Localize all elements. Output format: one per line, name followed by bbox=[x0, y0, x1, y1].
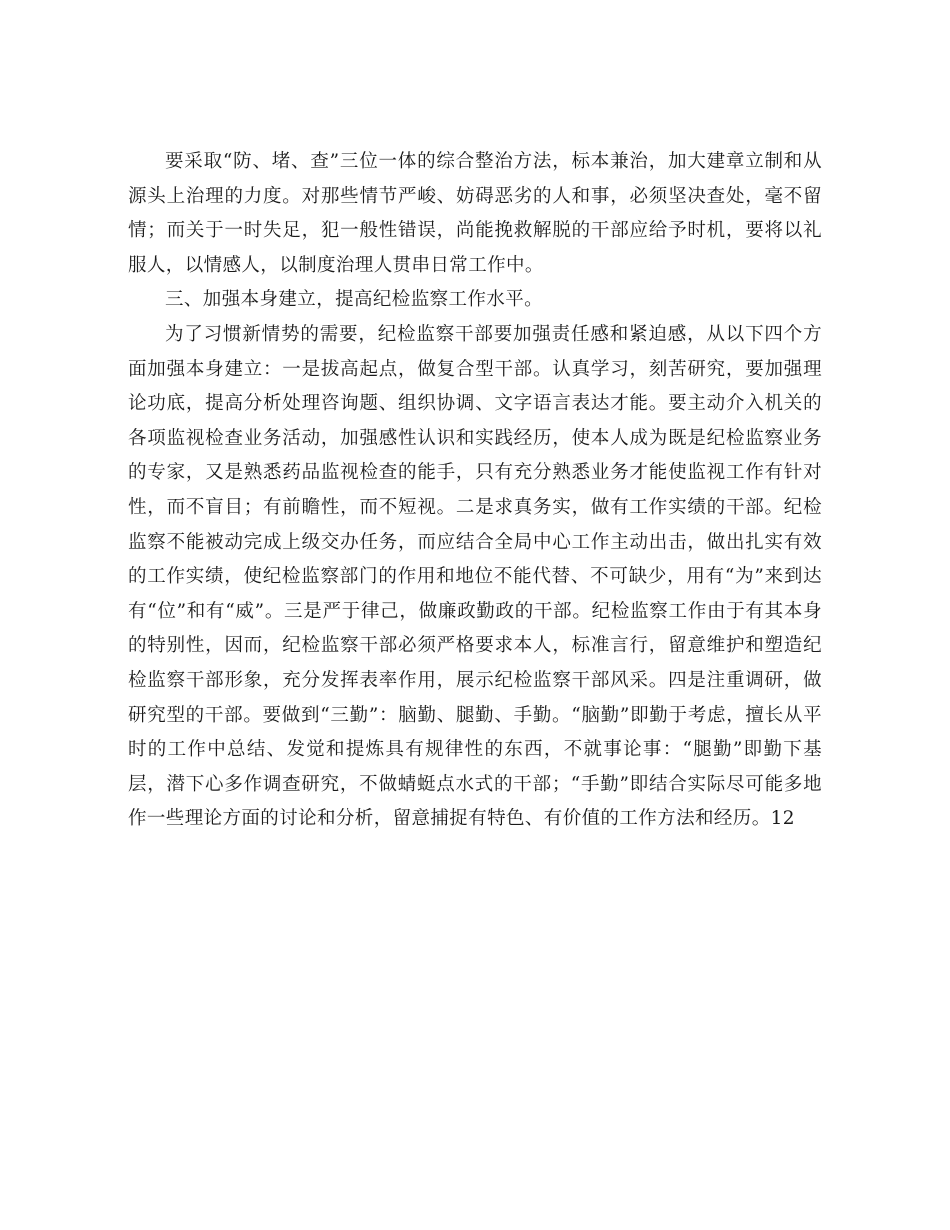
paragraph-rectification: 要采取“防、堵、查”三位一体的综合整治方法，标本兼治，加大建章立制和从源头上治理的力度。对那些情节严峻、妨碍恶劣的人和事，必须坚决查处，毫不留情；而关于一时失足，犯一般性错误，尚能挽救解脱的干部应给予时机，要将以礼服人，以情感人，以制度治理人贯串日常工作中。 bbox=[128, 151, 822, 276]
paragraph-self-building: 为了习惯新情势的需要，纪检监察干部要加强责任感和紧迫感，从以下四个方面加强本身建立：一是拔高起点，做复合型干部。认真学习，刻苦研究，要加强理论功底，提高分析处理咨询题、组织协调、文字语言表达才能。要主动介入机关的各项监视检查业务活动，加强感性认识和实践经历，使本人成为既是纪检监察业务的专家，又是熟悉药品监视检查的能手，只有充分熟悉业务才能使监视工作有针对性，而不盲目；有前瞻性，而不短视。二是求真务实，做有工作实绩的干部。纪检监察不能被动完成上级交办任务，而应结合全局中心工作主动出击，做出扎实有效的工作实绩，使纪检监察部门的作用和地位不能代替、不可缺少，用有“为”来到达有“位”和有“威”。三是严于律己，做廉政勤政的干部。纪检监察工作由于有其本身的特别性，因而，纪检监察干部必须严格要求本人，标准言行，留意维护和塑造纪检监察干部形象，充分发挥表率作用，展示纪检监察干部风采。四是注重调研，做研究型的干部。要做到“三勤”：脑勤、腿勤、手勤。“脑勤”即勤于考虑，擅长从平时的工作中总结、发觉和提炼具有规律性的东西，不就事论事：“腿勤”即勤下基层，潜下心多作调查研究，不做蜻蜓点水式的干部；“手勤”即结合实际尽可能多地作一些理论方面的讨论和分析，留意捕捉有特色、有价值的工作方法和经历。12 bbox=[128, 323, 822, 830]
section-heading-self-building: 三、加强本身建立，提高纪检监察工作水平。 bbox=[165, 289, 544, 311]
document-body bbox=[128, 145, 822, 837]
